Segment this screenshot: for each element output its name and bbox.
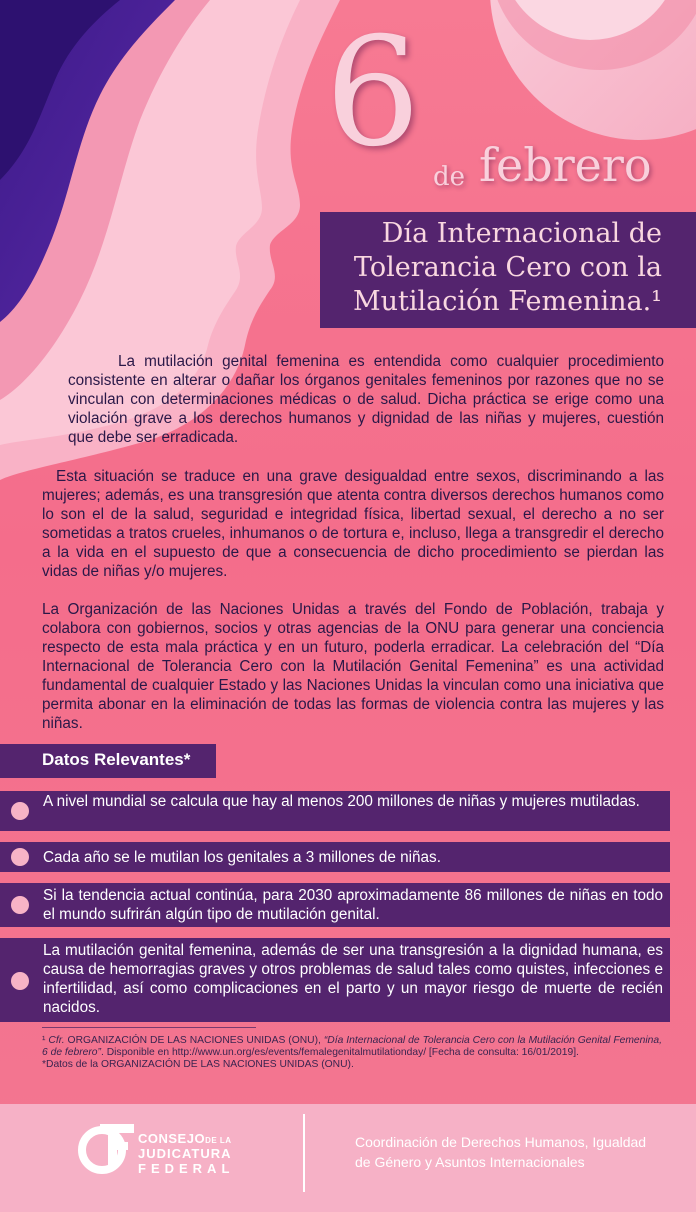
bullet-dot-icon [11, 972, 29, 990]
title-line-3: Mutilación Femenina.¹ [353, 286, 662, 317]
datos-item-1-text: A nivel mundial se calcula que hay al menos 200 millones de niñas y mujeres mutiladas. [43, 793, 640, 810]
paragraph-onu-text: La Organización de las Naciones Unidas a través del Fondo de Población, trabaja y colabora con gobiernos, socios y otras agencias de la ONU para generar una conciencia respecto de esta mala práctica y en un futuro, poderla erradicar. La celebración del “Día Internacional de Tolerancia Cero con la Mutilación Genital Femenina” es una actividad fundamental de cualquier Estado y las Naciones Unidas la vinculan como una iniciativa que permita abonar en la eliminación de todas las formas de violencia contra las mujeres y las niñas. [42, 601, 664, 732]
logo-text-judicatura: JUDICATURA [138, 1146, 232, 1161]
footnote-rule [42, 1027, 256, 1028]
logo-text-federal: FEDERAL [138, 1161, 235, 1176]
logo-word-de-la: DE LA [205, 1136, 232, 1145]
paragraph-definition-text: La mutilación genital femenina es entendida como cualquier procedimiento consistente en alterar o dañar los órganos genitales femeninos por razones que no se vinculan con determinaciones médicas o de salud. Dicha práctica se erige como una violación grave a los derechos humanos y dignidad de las niñas y mujeres, cuestión que debe ser erradicada. [68, 353, 664, 446]
title-box [320, 212, 696, 328]
paragraph-inequality [42, 467, 664, 581]
datos-item-3-text: Si la tendencia actual continúa, para 2030 aproximadamente 86 millones de niñas en todo el mundo sufrirán algún tipo de mutilación genital. [43, 887, 663, 923]
datos-heading: Datos Relevantes* [42, 750, 191, 769]
footnote-datos-source: *Datos de la ORGANIZACIÓN DE LAS NACIONES UNIDAS (ONU). [42, 1059, 354, 1070]
title-line-1: Día Internacional de [381, 218, 662, 249]
logo-word-consejo: CONSEJO [138, 1131, 206, 1146]
footnote [42, 1035, 662, 1071]
footer-unit-line-2: de Género y Asuntos Internacionales [355, 1154, 585, 1170]
date-month: febrero [479, 138, 652, 192]
footnote-rest: . Disponible en http://www.un.org/es/events/femalegenitalmutilationday/ [Fecha de consulta: 16/01/2019]. [100, 1047, 579, 1058]
datos-item-2-text: Cada año se le mutilan los genitales a 3 millones de niñas. [43, 849, 441, 866]
footer-unit-line-1: Coordinación de Derechos Humanos, Igualdad [355, 1134, 647, 1150]
paragraph-onu [42, 600, 664, 733]
bullet-dot-icon [11, 802, 29, 820]
logo-text-consejo [138, 1131, 232, 1146]
date-day: 6 [325, 6, 421, 180]
cjf-logo-icon [78, 1122, 136, 1174]
title-line-2: Tolerancia Cero con la [353, 252, 662, 283]
paragraph-inequality-text: Esta situación se traduce en una grave desigualdad entre sexos, discriminando a las mujeres; además, es una transgresión que atenta contra diversos derechos humanos como lo son el de la salud, seguridad e integridad física, libertad sexual, el derecho a no ser sometidas a tratos crueles, inhumanos o de tortura e, incluso, llega a transgredir el derecho a la vida en el supuesto de que a consecuencia de dicho procedimiento se pierdan las vidas de niñas y/o mujeres. [42, 468, 664, 580]
footnote-mark: ¹ [42, 1035, 46, 1046]
paragraph-definition [68, 352, 664, 447]
footnote-org: ORGANIZACIÓN DE LAS NACIONES UNIDAS (ONU), [64, 1035, 324, 1046]
date-preposition: de [433, 162, 466, 192]
footnote-doc-title: “Día Internacional de Tolerancia Cero con la Mutilación Genital Femenina, 6 de febrero” [42, 1035, 662, 1058]
footer-divider [303, 1114, 305, 1192]
footnote-cfr: Cfr. [48, 1035, 65, 1046]
datos-item-4-text: La mutilación genital femenina, además de ser una transgresión a la dignidad humana, es causa de hemorragias graves y otros problemas de salud tales como quistes, infecciones e infertilidad, así como complicaciones en el parto y un mayor riesgo de muerte de recién nacidos. [43, 942, 663, 1016]
bullet-dot-icon [11, 848, 29, 866]
bullet-dot-icon [11, 896, 29, 914]
